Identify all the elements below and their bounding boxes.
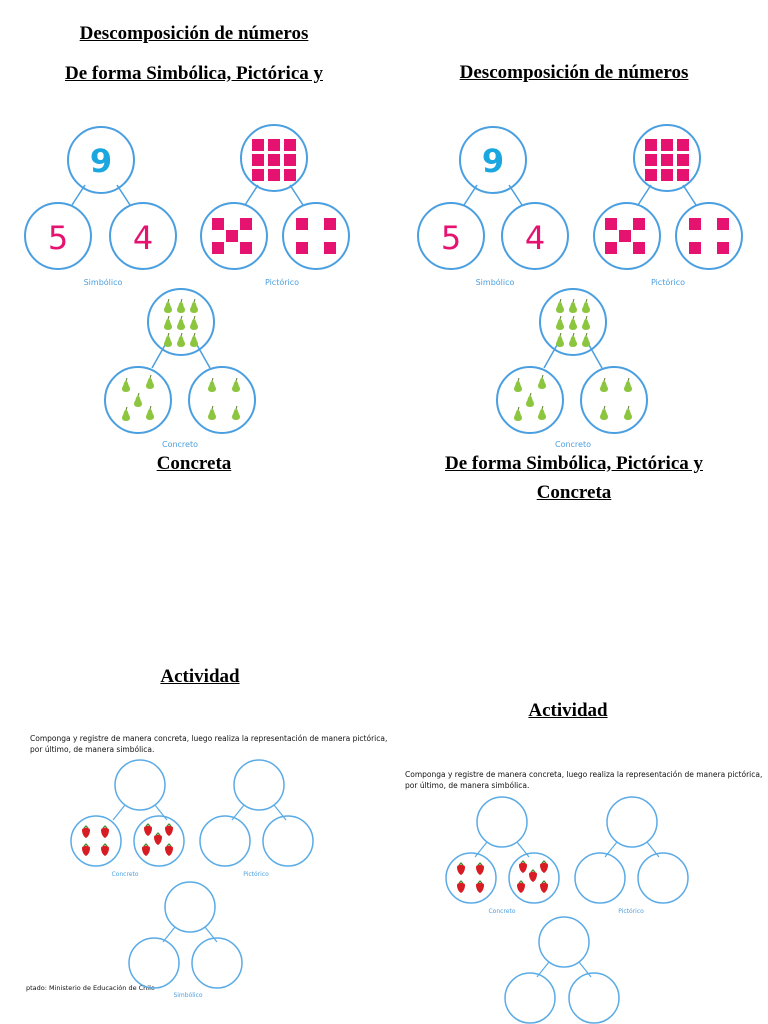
left-activity-pictorial: [200, 760, 313, 878]
part-a-number: 5: [47, 219, 69, 257]
answer-circle[interactable]: [263, 816, 313, 866]
square-icon: [605, 139, 729, 254]
left-activity-symbolic: [129, 882, 242, 999]
answer-circle[interactable]: [165, 882, 215, 932]
label-pictorial: Pictórico: [243, 871, 269, 878]
right-title: Descomposición de números: [459, 62, 689, 83]
label-symbolic: Simbólico: [475, 278, 515, 287]
left-concrete-diagram: [105, 289, 255, 449]
left-title: Descomposición de números: [79, 23, 309, 44]
left-activity-title: Actividad: [160, 666, 240, 687]
pear-icon: [122, 299, 240, 421]
right-activity-title: Actividad: [528, 700, 608, 721]
answer-circle[interactable]: [129, 938, 179, 988]
strawberry-icon: [82, 824, 173, 856]
part-a-number: 5: [440, 219, 462, 257]
left-subtitle: De forma Simbólica, Pictórica y: [64, 63, 323, 84]
label-concrete: Concreto: [488, 908, 516, 915]
right-activity-pictorial: [575, 797, 688, 915]
right-activity-concrete: [446, 797, 559, 915]
left-instructions-line2: por último, de manera simbólica.: [30, 745, 155, 754]
label-concrete: Concreto: [554, 440, 592, 449]
right-activity-symbolic: [505, 917, 619, 1023]
answer-circle[interactable]: [200, 816, 250, 866]
strawberry-icon: [457, 861, 548, 893]
answer-circle[interactable]: [638, 853, 688, 903]
label-concrete: Concreto: [161, 440, 199, 449]
right-instructions-line1: Componga y registre de manera concreta, luego realiza la representación de manera pictórica,: [405, 770, 763, 779]
answer-circle[interactable]: [505, 973, 555, 1023]
square-icon: [212, 139, 336, 254]
answer-circle[interactable]: [607, 797, 657, 847]
answer-circle[interactable]: [477, 797, 527, 847]
right-subtitle: De forma Simbólica, Pictórica y: [444, 453, 703, 474]
right-instructions-line2: por último, de manera simbólica.: [405, 781, 530, 790]
whole-number: 9: [481, 142, 505, 180]
label-pictorial: Pictórico: [650, 278, 686, 287]
answer-circle[interactable]: [192, 938, 242, 988]
left-instructions-line1: Componga y registre de manera concreta, luego realiza la representación de manera pictórica,: [30, 734, 388, 743]
answer-circle[interactable]: [569, 973, 619, 1023]
right-symbolic-diagram: [418, 127, 568, 287]
right-concrete-diagram: [497, 289, 647, 449]
left-footer-source: ptado: Ministerio de Educación de Chile: [26, 984, 155, 992]
label-concrete: Concreto: [111, 871, 139, 878]
left-subtitle-end: Concreta: [156, 453, 232, 474]
label-pictorial: Pictórico: [618, 908, 644, 915]
answer-circle[interactable]: [539, 917, 589, 967]
label-symbolic: Simbólico: [173, 992, 203, 999]
answer-circle[interactable]: [575, 853, 625, 903]
part-b-number: 4: [524, 219, 546, 257]
answer-circle[interactable]: [115, 760, 165, 810]
whole-number: 9: [89, 142, 113, 180]
right-subtitle-end: Concreta: [536, 482, 612, 503]
left-activity-concrete: [71, 760, 184, 878]
right-pictorial-diagram: [594, 125, 742, 287]
left-pictorial-diagram: [201, 125, 349, 287]
part-b-number: 4: [132, 219, 154, 257]
label-pictorial: Pictórico: [264, 278, 300, 287]
label-symbolic: Simbólico: [83, 278, 123, 287]
pear-icon: [514, 299, 632, 421]
answer-circle[interactable]: [234, 760, 284, 810]
left-symbolic-diagram: [25, 127, 176, 287]
